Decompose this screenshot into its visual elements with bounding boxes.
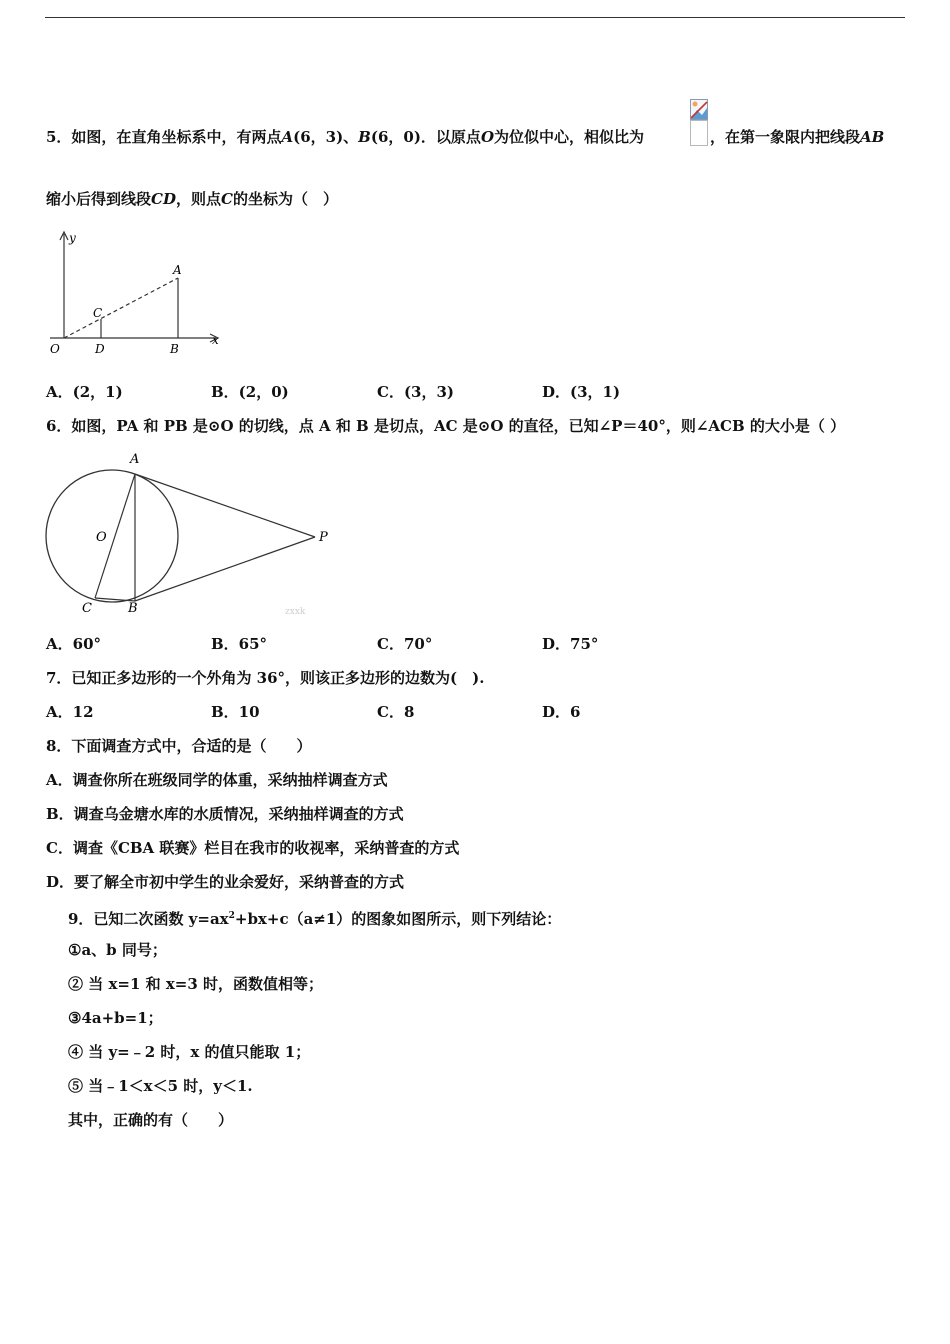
segment-cd-label: CD [151, 190, 176, 208]
q8-option-b[interactable]: B．调查乌金塘水库的水质情况，采纳抽样调查的方式 [46, 805, 404, 823]
q7-option-a[interactable]: A．12 [46, 703, 94, 721]
fig6-label-o: O [96, 530, 107, 545]
q5-coordinate-figure [40, 226, 230, 364]
q9-ending: 其中，正确的有（ ） [68, 1111, 234, 1129]
q9-item-3: ③4a+b=1； [68, 1009, 163, 1027]
q5-text-tail: ，在第一象限内把线段 [710, 128, 861, 146]
tangent-pa [135, 474, 315, 537]
q9-item-1: ①a、b 同号； [68, 941, 167, 959]
fig-label-b: B [170, 342, 179, 356]
q5-line1 [46, 127, 644, 147]
q8-option-a[interactable]: A．调查你所在班级同学的体重，采纳抽样调查方式 [46, 771, 388, 789]
q6-circle-figure [40, 446, 340, 618]
q6-option-d[interactable]: D．75° [542, 635, 599, 653]
fig-label-x: x [212, 333, 219, 347]
fig6-label-c: C [82, 601, 92, 616]
q5-option-b[interactable]: B．(2，0) [211, 383, 289, 401]
point-b-label: B [358, 128, 371, 146]
q5-coord-a: (6，3)、 [293, 128, 359, 146]
q5-line1-tail [710, 127, 884, 147]
q9-text-b: +bx+c（a≠1）的图象如图所示，则下列结论： [234, 910, 562, 928]
point-c-label: C [220, 190, 233, 208]
header-rule [45, 17, 905, 18]
q5-line2 [46, 189, 338, 209]
q6-option-c[interactable]: C．70° [377, 635, 433, 653]
q7-option-b[interactable]: B．10 [211, 703, 260, 721]
q5-option-c[interactable]: C．(3，3) [377, 383, 455, 401]
fig6-label-b: B [128, 601, 138, 616]
q5-text-2b: ，则点 [175, 190, 221, 208]
fig-label-a: A [173, 263, 182, 277]
q7-question: 7．已知正多边形的一个外角为 36°，则该正多边形的边数为( ). [46, 669, 485, 687]
q7-option-c[interactable]: C．8 [377, 703, 415, 721]
q9-item-2: ② 当 x=1 和 x=3 时，函数值相等； [68, 975, 324, 993]
q5-coord-b: (6，0)．以原点 [370, 128, 481, 146]
fig6-label-a: A [130, 452, 140, 467]
point-o-label: O [480, 128, 495, 146]
fig-label-y: y [69, 231, 76, 245]
dashed-segment-oa [64, 278, 178, 338]
tangent-pb [135, 537, 315, 601]
q5-text: 5．如图，在直角坐标系中，有两点 [46, 128, 282, 146]
q9-item-5: ⑤ 当﹣1＜x＜5 时，y＜1. [68, 1077, 253, 1095]
q9-text-a: 9．已知二次函数 y=ax [68, 910, 229, 928]
q8-option-d[interactable]: D．要了解全市初中学生的业余爱好，采纳普查的方式 [46, 873, 405, 891]
q8-question: 8．下面调查方式中，合适的是（ ） [46, 737, 312, 755]
fig-label-c: C [93, 306, 103, 320]
q9-superscript: 2 [228, 911, 235, 921]
segment-ab-label: AB [860, 128, 885, 146]
q5-text-ratio: 为位似中心，相似比为 [494, 128, 645, 146]
q9-item-4: ④ 当 y=﹣2 时，x 的值只能取 1； [68, 1043, 311, 1061]
fig-label-o: O [50, 342, 60, 356]
q5-text-2a: 缩小后得到线段 [46, 190, 152, 208]
q5-text-2c: 的坐标为（ ） [232, 190, 338, 208]
fig6-label-p: P [319, 530, 328, 545]
q9-question [68, 906, 561, 929]
q8-option-c[interactable]: C．调查《CBA 联赛》栏目在我市的收视率，采纳普查的方式 [46, 839, 460, 857]
circle-o [46, 470, 178, 602]
q7-option-d[interactable]: D．6 [542, 703, 581, 721]
q6-question: 6．如图，PA 和 PB 是⊙O 的切线，点 A 和 B 是切点，AC 是⊙O 的直径，已知∠P＝40°，则∠ACB 的大小是（ ） [46, 417, 846, 435]
point-a-label: A [281, 128, 294, 146]
q5-option-a[interactable]: A．(2，1) [46, 383, 123, 401]
q6-option-b[interactable]: B．65° [211, 635, 268, 653]
watermark-text: zxxk [285, 607, 306, 617]
q6-option-a[interactable]: A．60° [46, 635, 102, 653]
broken-image-icon [690, 99, 708, 147]
fig-label-d: D [95, 342, 105, 356]
q5-option-d[interactable]: D．(3，1) [542, 383, 621, 401]
